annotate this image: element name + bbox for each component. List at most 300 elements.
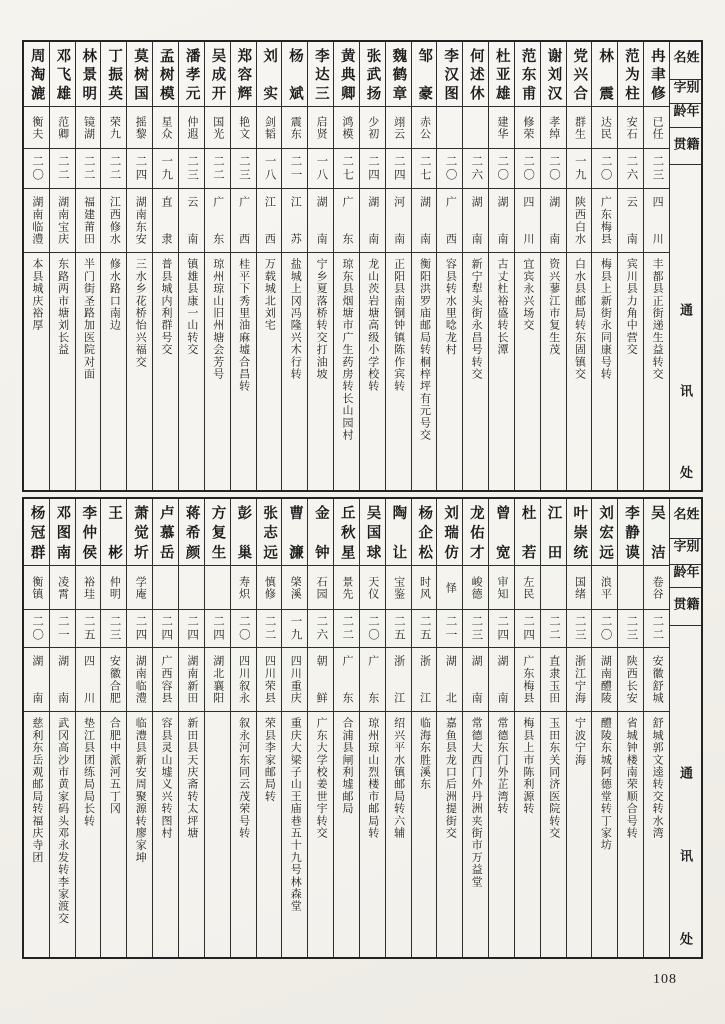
name-cell-text: 金钟 [312, 505, 329, 559]
person-column [334, 499, 360, 957]
origin-cell-text: 广东 [366, 655, 379, 704]
origin-cell-text: 四川 [82, 655, 95, 704]
address-cell [179, 252, 204, 490]
name-cell [24, 42, 49, 106]
person-column [231, 499, 257, 957]
zi-cell [127, 565, 152, 609]
person-column [489, 499, 515, 957]
zi-cell [153, 565, 178, 609]
address-cell-text: 宁乡夏落桥转交打油坡 [315, 258, 328, 380]
person-column [101, 42, 127, 490]
age-cell-text: 一九 [289, 615, 302, 642]
address-cell [592, 252, 617, 490]
age-cell [618, 609, 643, 647]
origin-cell-text: 湖南 [496, 655, 509, 704]
zi-cell [257, 106, 282, 148]
name-cell-text: 杜亚雄 [493, 48, 510, 100]
address-cell-text: 镇雄县康一山转交 [185, 258, 198, 356]
age-cell-text: 二三 [108, 615, 121, 642]
age-cell-text: 二四 [522, 615, 535, 642]
zi-cell-text: 修荣 [521, 115, 534, 140]
header-name [670, 42, 701, 79]
name-cell [50, 499, 75, 565]
origin-cell-text: 安徽舒城 [651, 655, 664, 704]
header-zi [670, 79, 701, 104]
origin-cell-text: 湖南 [496, 196, 509, 245]
address-cell [153, 711, 178, 957]
zi-cell [386, 106, 411, 148]
age-cell-text: 二四 [496, 615, 509, 642]
name-cell [463, 499, 488, 565]
name-cell-text: 邹豪 [416, 48, 433, 100]
name-cell-text: 杜若 [519, 505, 536, 559]
address-cell [386, 252, 411, 490]
address-cell [515, 252, 540, 490]
age-cell [515, 148, 540, 188]
zi-cell-text: 剑韬 [263, 115, 276, 140]
name-cell-text: 方复生 [209, 505, 226, 559]
age-cell [644, 609, 669, 647]
name-cell-text: 王彬 [106, 505, 123, 559]
age-cell-text: 二〇 [31, 615, 44, 642]
origin-cell-text: 直隶玉田 [547, 655, 560, 704]
origin-cell [334, 647, 359, 711]
origin-cell-text: 湖南东安 [134, 196, 147, 245]
age-cell-text: 二〇 [31, 155, 44, 182]
name-cell [437, 42, 462, 106]
age-cell-text: 二一 [444, 615, 457, 642]
age-cell-text: 二三 [186, 155, 199, 182]
origin-cell [205, 188, 230, 252]
address-cell [644, 252, 669, 490]
name-cell-text: 潘孝元 [183, 48, 200, 100]
zi-cell [463, 565, 488, 609]
header-origin-text: 籍贯 [671, 136, 700, 150]
zi-cell [308, 106, 333, 148]
age-cell [412, 148, 437, 188]
age-cell-text: 二二 [651, 615, 664, 642]
age-cell [567, 148, 592, 188]
address-cell-text: 梅县上新街永同康号转 [599, 258, 612, 380]
header-address-text: 通讯处 [678, 302, 693, 478]
age-cell [592, 148, 617, 188]
age-cell-text: 二三 [470, 615, 483, 642]
origin-cell [101, 188, 126, 252]
person-column [644, 42, 670, 490]
name-cell [179, 499, 204, 565]
zi-cell [592, 565, 617, 609]
age-cell [463, 609, 488, 647]
name-cell [412, 42, 437, 106]
age-cell [205, 148, 230, 188]
zi-cell [205, 565, 230, 609]
age-cell-text: 二二 [56, 155, 69, 182]
age-cell [257, 148, 282, 188]
name-cell [618, 499, 643, 565]
age-cell [463, 148, 488, 188]
address-cell-text: 盐城上冈冯隆兴木行转 [289, 258, 302, 380]
address-cell-text: 万载城北刘宅 [263, 258, 276, 332]
zi-cell-text: 凌霄 [56, 575, 69, 600]
zi-cell-text: 赤公 [418, 115, 431, 140]
header-column [670, 499, 701, 957]
name-cell-text: 范为柱 [622, 48, 639, 100]
age-cell [101, 609, 126, 647]
origin-cell-text: 福建莆田 [82, 196, 95, 245]
name-cell-text: 杨企松 [416, 505, 433, 559]
name-cell [127, 499, 152, 565]
name-cell-text: 郑容辉 [235, 48, 252, 100]
address-cell [412, 711, 437, 957]
zi-cell [386, 565, 411, 609]
zi-cell [437, 565, 462, 609]
address-cell-text: 修水路口南边 [108, 258, 121, 332]
header-name [670, 499, 701, 538]
name-cell [592, 499, 617, 565]
address-cell [24, 252, 49, 490]
origin-cell-text: 湖南 [418, 196, 431, 245]
name-cell-text: 张武扬 [364, 48, 381, 100]
name-cell [308, 42, 333, 106]
age-cell-text: 二二 [341, 615, 354, 642]
name-cell [153, 499, 178, 565]
name-cell-text: 陶让 [390, 505, 407, 559]
origin-cell [257, 647, 282, 711]
address-cell [282, 711, 307, 957]
origin-cell-text: 湖南 [56, 655, 69, 704]
address-cell-text: 桂平下秀里油麻墟合昌转 [237, 258, 250, 393]
address-cell-text: 醴陵东城阿德堂转丁家坊 [599, 717, 612, 852]
origin-cell [308, 188, 333, 252]
header-address [670, 164, 701, 490]
age-cell [437, 609, 462, 647]
zi-cell [360, 565, 385, 609]
zi-cell [592, 106, 617, 148]
origin-cell [179, 647, 204, 711]
origin-cell-text: 四川重庆 [289, 655, 302, 704]
age-cell-text: 一八 [315, 155, 328, 182]
origin-cell [205, 647, 230, 711]
age-cell [437, 148, 462, 188]
zi-cell-text: 达民 [599, 115, 612, 140]
person-column [463, 42, 489, 490]
header-zi [670, 538, 701, 564]
origin-cell-text: 湖南 [547, 196, 560, 245]
name-cell-text: 卢慕岳 [157, 505, 174, 559]
name-cell-text: 杨冠群 [28, 505, 45, 559]
person-column [50, 499, 76, 957]
person-column [50, 42, 76, 490]
address-cell [153, 252, 178, 490]
age-cell [541, 148, 566, 188]
age-cell [231, 609, 256, 647]
person-column [567, 499, 593, 957]
origin-cell-text: 广东梅县 [521, 655, 534, 704]
age-cell [205, 609, 230, 647]
header-zi-text: 别字 [671, 79, 700, 94]
person-column [360, 499, 386, 957]
origin-cell [515, 647, 540, 711]
address-cell [489, 252, 514, 490]
name-cell-text: 张志远 [261, 505, 278, 559]
age-cell-text: 二四 [134, 615, 147, 642]
person-column [541, 499, 567, 957]
address-cell [231, 711, 256, 957]
zi-cell [360, 106, 385, 148]
age-cell [567, 609, 592, 647]
address-cell-text: 本县城庆裕厚 [30, 258, 43, 332]
age-cell [24, 609, 49, 647]
address-cell [567, 711, 592, 957]
person-column [515, 42, 541, 490]
address-cell [205, 711, 230, 957]
zi-cell [282, 106, 307, 148]
origin-cell [153, 647, 178, 711]
address-cell-text: 广东大学校姜世宇转交 [315, 717, 328, 839]
age-cell [360, 609, 385, 647]
person-column [257, 499, 283, 957]
person-column [489, 42, 515, 490]
age-cell-text: 二三 [625, 615, 638, 642]
person-column [412, 499, 438, 957]
address-cell [360, 711, 385, 957]
zi-cell [257, 565, 282, 609]
person-column [205, 499, 231, 957]
name-cell [541, 499, 566, 565]
address-cell-text: 半门街圣路加医院对面 [82, 258, 95, 380]
age-cell-text: 二〇 [444, 155, 457, 182]
address-cell [205, 252, 230, 490]
person-column [515, 499, 541, 957]
zi-cell-text: 仲遐 [185, 115, 198, 140]
address-cell [101, 711, 126, 957]
zi-cell-text: 寿炽 [237, 575, 250, 600]
origin-cell-text: 广东 [340, 655, 353, 704]
zi-cell-text: 棨溪 [289, 575, 302, 600]
address-cell-text: 常德大西门外丹洲夹街市万益堂 [470, 717, 483, 888]
address-cell-text: 资兴蓼江市复生茂 [547, 258, 560, 356]
zi-cell [618, 106, 643, 148]
address-cell-text: 新田县天庆斋转太坪塘 [185, 717, 198, 839]
origin-cell-text: 湖南宝庆 [56, 196, 69, 245]
address-cell [257, 711, 282, 957]
header-age-text: 年龄 [671, 104, 700, 119]
name-cell [153, 42, 178, 106]
zi-cell [567, 565, 592, 609]
origin-cell-text: 湖南临澧 [134, 655, 147, 704]
origin-cell-text: 广西 [237, 196, 250, 245]
address-cell-text: 宁波宁海 [573, 717, 586, 766]
address-cell [127, 252, 152, 490]
zi-cell-text: 星众 [160, 115, 173, 140]
origin-cell-text: 浙江宁海 [573, 655, 586, 704]
name-cell [515, 499, 540, 565]
address-cell-text: 舒城郭文逵转交转水湾 [651, 717, 664, 839]
person-column [76, 499, 102, 957]
name-cell-text: 曾宽 [493, 505, 510, 559]
zi-cell-text: 群生 [573, 115, 586, 140]
address-cell [437, 711, 462, 957]
origin-cell-text: 陕西白水 [573, 196, 586, 245]
person-column [412, 42, 438, 490]
name-cell [360, 42, 385, 106]
name-cell-text: 李达三 [312, 48, 329, 100]
name-cell [205, 42, 230, 106]
zi-cell-text: 摇黎 [134, 115, 147, 140]
origin-cell-text: 湖北襄阳 [211, 655, 224, 704]
origin-cell-text: 湖北 [444, 655, 457, 704]
origin-cell [101, 647, 126, 711]
origin-cell-text: 广东梅县 [599, 196, 612, 245]
origin-cell-text: 广西容县 [160, 655, 173, 704]
age-cell [50, 609, 75, 647]
address-cell [644, 711, 669, 957]
name-cell-text: 叶崇统 [571, 505, 588, 559]
age-cell-text: 二六 [315, 615, 328, 642]
origin-cell [50, 188, 75, 252]
person-column [101, 499, 127, 957]
origin-cell [644, 647, 669, 711]
age-cell-text: 二七 [341, 155, 354, 182]
age-cell-text: 二〇 [547, 155, 560, 182]
name-cell [308, 499, 333, 565]
address-cell [541, 711, 566, 957]
address-cell [412, 252, 437, 490]
person-column [282, 499, 308, 957]
name-cell-text: 丁振英 [106, 48, 123, 100]
age-cell-text: 二〇 [237, 615, 250, 642]
zi-cell-text: 翊云 [392, 115, 405, 140]
age-cell [618, 148, 643, 188]
person-column [308, 42, 334, 490]
zi-cell [644, 565, 669, 609]
person-column [308, 499, 334, 957]
zi-cell-text: 慎修 [263, 575, 276, 600]
age-cell [179, 609, 204, 647]
zi-cell [412, 565, 437, 609]
address-cell [308, 711, 333, 957]
person-column [179, 499, 205, 957]
zi-cell [489, 106, 514, 148]
zi-cell-text: 国光 [211, 115, 224, 140]
header-age-text: 年龄 [671, 564, 700, 579]
origin-cell [179, 188, 204, 252]
name-cell-text: 邓飞雄 [54, 48, 71, 100]
person-column [541, 42, 567, 490]
age-cell-text: 一八 [263, 155, 276, 182]
person-column [282, 42, 308, 490]
origin-cell-text: 江苏 [289, 196, 302, 245]
name-cell-text: 谢刘汉 [545, 48, 562, 100]
name-cell [231, 499, 256, 565]
origin-cell [567, 188, 592, 252]
origin-cell-text: 江西 [263, 196, 276, 245]
header-column [670, 42, 701, 490]
name-cell-text: 孟树模 [157, 48, 174, 100]
address-cell [334, 252, 359, 490]
age-cell-text: 二六 [625, 155, 638, 182]
origin-cell [50, 647, 75, 711]
name-cell [257, 499, 282, 565]
origin-cell-text: 陕西长安 [625, 655, 638, 704]
name-cell-text: 江田 [545, 505, 562, 559]
address-cell-text: 叙永河东同云茂荣号转 [237, 717, 250, 839]
header-zi-text: 别字 [671, 538, 700, 553]
origin-cell-text: 四川荣县 [263, 655, 276, 704]
address-cell [179, 711, 204, 957]
zi-cell-text: 石园 [315, 575, 328, 600]
zi-cell-text: 裕珪 [82, 575, 95, 600]
age-cell-text: 一九 [573, 155, 586, 182]
address-cell [618, 252, 643, 490]
address-cell-text: 嘉鱼县龙口后洲提街交 [444, 717, 457, 839]
name-cell-text: 林景明 [80, 48, 97, 100]
origin-cell [334, 188, 359, 252]
age-cell [592, 609, 617, 647]
age-cell [127, 148, 152, 188]
origin-cell [127, 647, 152, 711]
origin-cell-text: 四川 [521, 196, 534, 245]
person-column [567, 42, 593, 490]
age-cell-text: 二四 [211, 615, 224, 642]
origin-cell [308, 647, 333, 711]
zi-cell [282, 565, 307, 609]
origin-cell [463, 188, 488, 252]
age-cell [541, 609, 566, 647]
person-column [153, 42, 179, 490]
zi-cell-text: 景先 [340, 575, 353, 600]
name-cell-text: 莫树国 [131, 48, 148, 100]
address-cell [515, 711, 540, 957]
zi-cell [205, 106, 230, 148]
name-cell [231, 42, 256, 106]
age-cell-text: 二〇 [367, 615, 380, 642]
age-cell-text: 二二 [108, 155, 121, 182]
name-cell [76, 499, 101, 565]
zi-cell-text: 启贤 [315, 115, 328, 140]
name-cell [257, 42, 282, 106]
person-column [437, 499, 463, 957]
age-cell [334, 609, 359, 647]
address-cell-text: 容县转水里唸龙村 [444, 258, 457, 356]
age-cell-text: 二四 [160, 615, 173, 642]
name-cell [127, 42, 152, 106]
name-cell [567, 499, 592, 565]
address-cell [127, 711, 152, 957]
zi-cell-text: 审知 [496, 575, 509, 600]
address-cell-text: 新宁犁头街永昌号转交 [470, 258, 483, 380]
person-column [179, 42, 205, 490]
age-cell-text: 二二 [547, 615, 560, 642]
origin-cell [463, 647, 488, 711]
name-cell [618, 42, 643, 106]
name-cell-text: 魏鹤章 [390, 48, 407, 100]
person-column [644, 499, 670, 957]
age-cell-text: 二二 [82, 155, 95, 182]
address-cell [101, 252, 126, 490]
age-cell [489, 609, 514, 647]
zi-cell [308, 565, 333, 609]
name-cell-text: 党兴合 [571, 48, 588, 100]
zi-cell [231, 106, 256, 148]
origin-cell-text: 湖南 [470, 655, 483, 704]
name-cell-text: 周淘漉 [28, 48, 45, 100]
age-cell [179, 148, 204, 188]
name-cell [463, 42, 488, 106]
zi-cell-text: 宝鉴 [392, 575, 405, 600]
age-cell [231, 148, 256, 188]
name-cell-text: 范东甫 [519, 48, 536, 100]
